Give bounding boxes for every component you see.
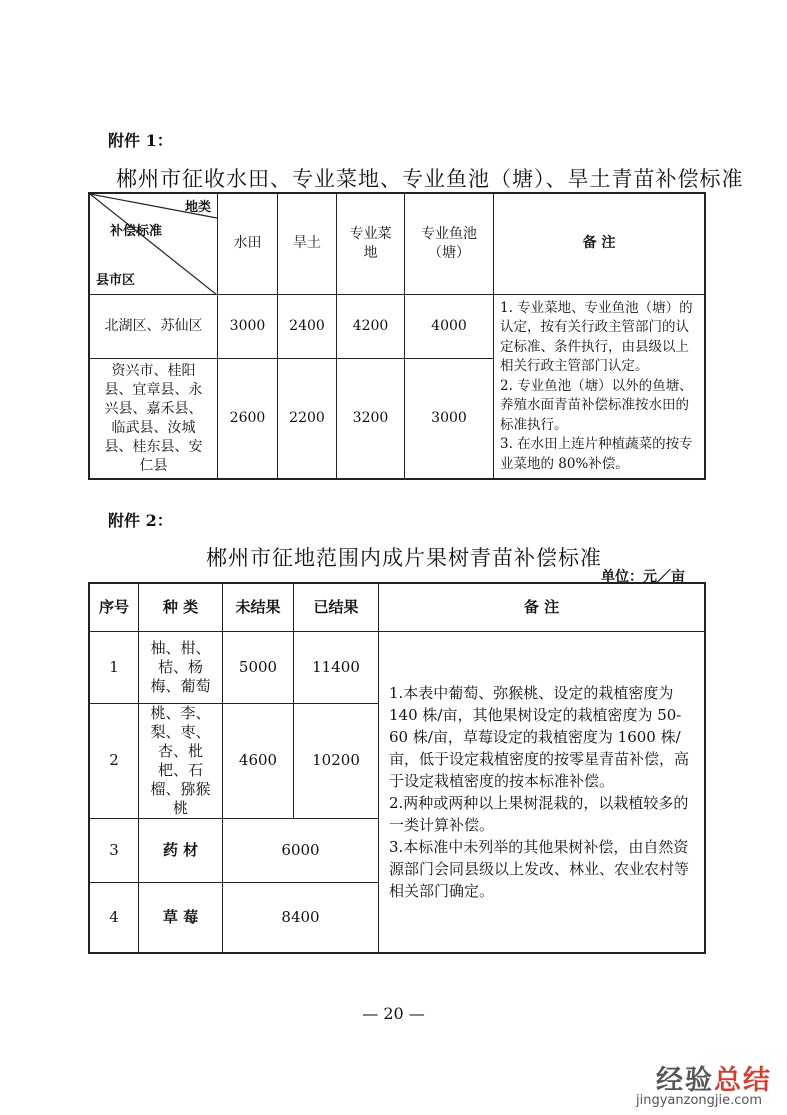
value-cell: 4000 [405,294,494,359]
diag-label-standard: 补偿标准 [110,224,163,239]
watermark-title-gray: 经验 [656,1065,714,1096]
type-cell: 柚、柑、桔、杨梅、葡萄 [139,631,223,703]
page-number: — 20 — [362,1004,425,1023]
header-paddy: 水田 [218,193,278,294]
header-serial: 序号 [89,583,139,631]
watermark-url: jingyanzongjie.com [636,1093,763,1108]
type-cell: 药 材 [139,818,223,882]
compensation-table-2 [88,582,706,954]
attachment-2-label: 附件 2： [108,511,173,530]
header-notes: 备 注 [494,193,706,294]
header-fish-pond: 专业鱼池（塘） [405,193,494,294]
header-fruited: 已结果 [294,583,379,631]
attachment-1-label: 附件 1： [108,131,173,150]
value-cell: 2600 [218,359,278,479]
value-cell: 3000 [218,294,278,359]
region-cell: 资兴市、桂阳县、宜章县、永兴县、嘉禾县、临武县、汝城县、桂东县、安仁县 [89,359,218,479]
diag-label-land-type: 地类 [184,200,211,215]
value-cell: 2400 [278,294,337,359]
value-cell: 5000 [223,631,294,703]
header-notes: 备 注 [379,583,706,631]
diag-label-county: 县市区 [96,272,136,288]
header-type: 种 类 [139,583,223,631]
diagonal-header-cell [89,193,218,294]
serial-cell: 1 [89,631,139,703]
notes-cell: 1.本表中葡萄、弥猴桃、设定的栽植密度为 140 株/亩，其他果树设定的栽植密度为 50-60 株/亩，草莓设定的栽植密度为 1600 株/亩，低于设定栽植密度的按零星青苗补偿，高于设定栽植密度的按本标准补偿。 2.两种或两种以上果树混栽的，以栽植较多的一类计算补偿。 3.本标准中未列举的其他果树补偿，由自然资源部门会同县级以上发改、林业、农业农村等相关部门确定。 [379,631,706,953]
value-cell: 3000 [405,359,494,479]
attachment-2-title: 郴州市征地范围内成片果树青苗补偿标准 [206,546,602,570]
region-cell: 北湖区、苏仙区 [89,294,218,359]
value-cell: 11400 [294,631,379,703]
unit-label: 单位：元／亩 [601,569,685,585]
watermark-title [656,1058,772,1097]
compensation-table-1 [88,192,706,480]
value-cell: 6000 [223,818,379,882]
table-row [89,294,705,359]
value-cell: 8400 [223,882,379,953]
header-unfruited: 未结果 [223,583,294,631]
value-cell: 2200 [278,359,337,479]
value-cell: 4600 [223,703,294,818]
attachment-1-title: 郴州市征收水田、专业菜地、专业鱼池（塘）、旱土青苗补偿标准 [116,167,744,191]
value-cell: 3200 [337,359,405,479]
watermark-title-red: 总结 [714,1065,772,1096]
serial-cell: 2 [89,703,139,818]
type-cell: 桃、李、梨、枣、杏、枇杷、石榴、猕猴桃 [139,703,223,818]
table-row [89,631,705,703]
header-vegetable: 专业菜地 [337,193,405,294]
value-cell: 4200 [337,294,405,359]
type-cell: 草 莓 [139,882,223,953]
value-cell: 10200 [294,703,379,818]
header-dry-land: 旱土 [278,193,337,294]
serial-cell: 3 [89,818,139,882]
serial-cell: 4 [89,882,139,953]
notes-cell: 1. 专业菜地、专业鱼池（塘）的认定，按有关行政主管部门的认定标准、条件执行，由县级以上相关行政主管部门认定。 2. 专业鱼池（塘）以外的鱼塘、养殖水面青苗补偿标准按水田的标准执行。 3. 在水田上连片种植蔬菜的按专业菜地的 80%补偿。 [494,294,706,479]
